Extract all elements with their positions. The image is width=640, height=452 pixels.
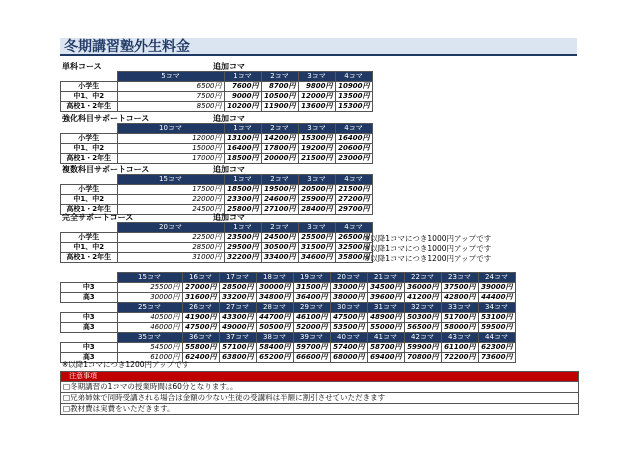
header-cell: 34コマ <box>478 303 515 313</box>
row-label: 高校1・2年生 <box>61 205 118 215</box>
price-cell: 40500円 <box>117 313 182 323</box>
blank-cell <box>61 273 118 283</box>
price-cell: 59900円 <box>404 343 441 353</box>
price-cell: 34500円 <box>367 283 404 293</box>
row-label: 中3 <box>61 313 118 323</box>
price-cell: 29700円 <box>335 205 372 215</box>
header-cell: 24コマ <box>478 273 515 283</box>
header-cell: 39コマ <box>293 333 330 343</box>
price-cell: 72200円 <box>441 353 478 363</box>
price-cell: 62300円 <box>478 343 515 353</box>
price-cell: 42800円 <box>441 293 478 303</box>
price-cell: 35800円 <box>335 253 372 263</box>
header-cell: 2コマ <box>261 124 298 134</box>
header-cell: 40コマ <box>330 333 367 343</box>
price-cell: 44700円 <box>256 313 293 323</box>
price-cell: 70800円 <box>404 353 441 363</box>
header-cell: 36コマ <box>182 333 219 343</box>
header-cell: 4コマ <box>335 72 372 82</box>
header-cell: 2コマ <box>261 175 298 185</box>
header-cell: 3コマ <box>298 124 335 134</box>
row-label: 高3 <box>61 293 118 303</box>
price-cell: 31500円 <box>298 243 335 253</box>
price-cell: 10200円 <box>224 102 261 112</box>
extra-label-1: 追加コマ <box>213 62 245 71</box>
header-cell: 42コマ <box>404 333 441 343</box>
price-cell: 33000円 <box>330 283 367 293</box>
price-cell: 51700円 <box>441 313 478 323</box>
price-cell: 33200円 <box>219 293 256 303</box>
multi-course-table <box>60 174 373 215</box>
price-cell: 16400円 <box>335 134 372 144</box>
price-cell: 58400円 <box>256 343 293 353</box>
row-label: 中1、中2 <box>61 92 118 102</box>
price-cell: 73600円 <box>478 353 515 363</box>
header-cell: 4コマ <box>335 124 372 134</box>
price-cell: 12000円 <box>298 92 335 102</box>
row-label: 高校1・2年生 <box>61 253 118 263</box>
price-cell: 28500円 <box>219 283 256 293</box>
price-cell: 13600円 <box>298 102 335 112</box>
price-cell: 20500円 <box>298 185 335 195</box>
price-cell: 44400円 <box>478 293 515 303</box>
price-cell: 10500円 <box>261 92 298 102</box>
header-cell: 20コマ <box>330 273 367 283</box>
price-cell: 19200円 <box>298 144 335 154</box>
single-course-table <box>60 71 373 112</box>
header-cell: 21コマ <box>367 273 404 283</box>
header-cell: 4コマ <box>335 175 372 185</box>
price-cell: 47500円 <box>182 323 219 333</box>
header-cell: 29コマ <box>293 303 330 313</box>
price-cell: 20000円 <box>261 154 298 164</box>
row-label: 高校1・2年生 <box>61 154 118 164</box>
row-label: 中1、中2 <box>61 144 118 154</box>
price-cell: 36000円 <box>404 283 441 293</box>
header-cell: 17コマ <box>219 273 256 283</box>
price-cell: 31600円 <box>182 293 219 303</box>
price-cell: 7600円 <box>224 82 261 92</box>
header-cell: 38コマ <box>256 333 293 343</box>
price-cell: 39600円 <box>367 293 404 303</box>
price-cell: 12000円 <box>117 134 224 144</box>
header-cell: 31コマ <box>367 303 404 313</box>
price-cell: 23000円 <box>335 154 372 164</box>
price-cell: 14200円 <box>261 134 298 144</box>
price-cell: 61000円 <box>117 353 182 363</box>
caution-item: □教材費は実費をいただきます。 <box>61 403 578 414</box>
price-cell: 25800円 <box>224 205 261 215</box>
price-cell: 23300円 <box>224 195 261 205</box>
header-cell: 3コマ <box>298 175 335 185</box>
price-cell: 34600円 <box>298 253 335 263</box>
header-cell: 4コマ <box>335 223 372 233</box>
caution-item: □冬期講習の1コマの授業時間は60分となります。。 <box>61 381 578 392</box>
header-cell: 15コマ <box>117 273 182 283</box>
price-cell: 46000円 <box>117 323 182 333</box>
price-cell: 28400円 <box>298 205 335 215</box>
header-cell: 5コマ <box>117 72 224 82</box>
price-cell: 43300円 <box>219 313 256 323</box>
price-cell: 11900円 <box>261 102 298 112</box>
price-cell: 53500円 <box>330 323 367 333</box>
price-cell: 25500円 <box>298 233 335 243</box>
header-cell: 26コマ <box>182 303 219 313</box>
row-label: 小学生 <box>61 82 118 92</box>
row-label: 中3 <box>61 283 118 293</box>
price-cell: 62400円 <box>182 353 219 363</box>
price-cell: 55000円 <box>367 323 404 333</box>
price-cell: 57400円 <box>330 343 367 353</box>
header-cell: 37コマ <box>219 333 256 343</box>
header-cell: 1コマ <box>224 124 261 134</box>
header-cell: 18コマ <box>256 273 293 283</box>
header-cell: 23コマ <box>441 273 478 283</box>
strength-course-title: 強化科目サポートコース <box>62 114 150 123</box>
header-cell: 3コマ <box>298 223 335 233</box>
price-cell: 16400円 <box>224 144 261 154</box>
price-cell: 33400円 <box>261 253 298 263</box>
price-cell: 7500円 <box>117 92 224 102</box>
header-cell: 35コマ <box>117 333 182 343</box>
header-cell: 20コマ <box>117 223 224 233</box>
price-cell: 24500円 <box>117 205 224 215</box>
price-cell: 38000円 <box>330 293 367 303</box>
price-cell: 17000円 <box>117 154 224 164</box>
full-course-table <box>60 222 373 263</box>
price-cell: 27000円 <box>182 283 219 293</box>
price-cell: 34800円 <box>256 293 293 303</box>
price-cell: 39000円 <box>478 283 515 293</box>
price-cell: 10900円 <box>335 82 372 92</box>
header-cell: 41コマ <box>367 333 404 343</box>
blank-cell <box>61 303 118 313</box>
price-cell: 59500円 <box>478 323 515 333</box>
header-cell: 10コマ <box>117 124 224 134</box>
price-cell: 56500円 <box>404 323 441 333</box>
price-cell: 13500円 <box>335 92 372 102</box>
header-cell: 22コマ <box>404 273 441 283</box>
single-course-title: 単科コース <box>62 62 102 71</box>
price-cell: 22000円 <box>117 195 224 205</box>
extra-label-4: 追加コマ <box>213 213 245 222</box>
price-cell: 69400円 <box>367 353 404 363</box>
price-cell: 58700円 <box>367 343 404 353</box>
price-cell: 9000円 <box>224 92 261 102</box>
caution-heading: 注意事項 <box>61 372 578 381</box>
row-label: 高校1・2年生 <box>61 102 118 112</box>
header-cell: 32コマ <box>404 303 441 313</box>
price-cell: 30000円 <box>117 293 182 303</box>
price-cell: 59700円 <box>293 343 330 353</box>
row-label: 小学生 <box>61 185 118 195</box>
header-cell: 27コマ <box>219 303 256 313</box>
price-cell: 31500円 <box>293 283 330 293</box>
price-cell: 66600円 <box>293 353 330 363</box>
caution-item: □兄弟姉妹で同時受講される場合は金額の少ない生徒の受講料は半額に割引させていただきます <box>61 392 578 403</box>
price-cell: 46100円 <box>293 313 330 323</box>
price-cell: 19500円 <box>261 185 298 195</box>
price-cell: 61100円 <box>441 343 478 353</box>
price-cell: 26500円 <box>335 233 372 243</box>
price-cell: 25900円 <box>298 195 335 205</box>
price-cell: 48900円 <box>367 313 404 323</box>
price-cell: 28500円 <box>117 243 224 253</box>
price-cell: 25500円 <box>117 283 182 293</box>
price-cell: 27200円 <box>335 195 372 205</box>
header-cell: 2コマ <box>261 72 298 82</box>
header-cell: 15コマ <box>117 175 224 185</box>
price-cell: 17500円 <box>117 185 224 195</box>
row-label: 小学生 <box>61 134 118 144</box>
header-cell: 30コマ <box>330 303 367 313</box>
row-label: 中1、中2 <box>61 195 118 205</box>
header-cell: 19コマ <box>293 273 330 283</box>
price-cell: 50300円 <box>404 313 441 323</box>
price-cell: 24600円 <box>261 195 298 205</box>
price-cell: 55800円 <box>182 343 219 353</box>
header-cell: 2コマ <box>261 223 298 233</box>
blank-cell <box>61 333 118 343</box>
strength-course-table <box>60 123 373 164</box>
price-cell: 41200円 <box>404 293 441 303</box>
header-cell: 25コマ <box>117 303 182 313</box>
price-cell: 32200円 <box>224 253 261 263</box>
surcharge-note: ※以降1コマにつき1000円アップです <box>364 244 492 253</box>
page-title: 冬期講習塾外生料金 <box>60 38 577 56</box>
extra-label-2: 追加コマ <box>213 114 245 123</box>
price-cell: 27100円 <box>261 205 298 215</box>
price-cell: 24500円 <box>261 233 298 243</box>
price-cell: 15000円 <box>117 144 224 154</box>
header-cell: 1コマ <box>224 223 261 233</box>
header-cell: 1コマ <box>224 175 261 185</box>
header-cell: 28コマ <box>256 303 293 313</box>
price-cell: 29500円 <box>224 243 261 253</box>
price-cell: 58000円 <box>441 323 478 333</box>
price-cell: 52000円 <box>293 323 330 333</box>
price-cell: 18500円 <box>224 185 261 195</box>
price-cell: 37500円 <box>441 283 478 293</box>
surcharge-note: ※以降1コマにつき1200円アップです <box>364 254 492 263</box>
price-cell: 31000円 <box>117 253 224 263</box>
price-cell: 30000円 <box>256 283 293 293</box>
price-cell: 8700円 <box>261 82 298 92</box>
price-cell: 53100円 <box>478 313 515 323</box>
row-label: 高3 <box>61 353 118 363</box>
price-cell: 17800円 <box>261 144 298 154</box>
row-label: 高3 <box>61 323 118 333</box>
price-cell: 21500円 <box>335 185 372 195</box>
extra-label-3: 追加コマ <box>213 165 245 174</box>
price-cell: 41900円 <box>182 313 219 323</box>
header-cell: 16コマ <box>182 273 219 283</box>
grade-3-price-table <box>60 272 516 363</box>
row-label: 小学生 <box>61 233 118 243</box>
price-cell: 54500円 <box>117 343 182 353</box>
price-cell: 13100円 <box>224 134 261 144</box>
price-cell: 47500円 <box>330 313 367 323</box>
price-cell: 30500円 <box>261 243 298 253</box>
price-cell: 68000円 <box>330 353 367 363</box>
header-cell: 43コマ <box>441 333 478 343</box>
price-cell: 8500円 <box>117 102 224 112</box>
header-cell: 3コマ <box>298 72 335 82</box>
price-cell: 15300円 <box>335 102 372 112</box>
price-cell: 49000円 <box>219 323 256 333</box>
header-cell: 33コマ <box>441 303 478 313</box>
price-cell: 63800円 <box>219 353 256 363</box>
header-cell: 1コマ <box>224 72 261 82</box>
full-course-title: 完全サポートコース <box>62 213 134 222</box>
multi-course-title: 複数科目サポートコース <box>62 165 150 174</box>
price-cell: 21500円 <box>298 154 335 164</box>
price-cell: 9800円 <box>298 82 335 92</box>
price-cell: 23500円 <box>224 233 261 243</box>
price-cell: 15300円 <box>298 134 335 144</box>
row-label: 中3 <box>61 343 118 353</box>
surcharge-note: ※以降1コマにつき1000円アップです <box>364 234 492 243</box>
price-cell: 22500円 <box>117 233 224 243</box>
price-cell: 36400円 <box>293 293 330 303</box>
grade-3-surcharge-note: ※以降1コマにつき1200円アップです <box>62 360 190 369</box>
caution-box <box>60 371 579 415</box>
price-cell: 50500円 <box>256 323 293 333</box>
price-cell: 57100円 <box>219 343 256 353</box>
header-cell: 44コマ <box>478 333 515 343</box>
price-cell: 6500円 <box>117 82 224 92</box>
price-cell: 32500円 <box>335 243 372 253</box>
row-label: 中1、中2 <box>61 243 118 253</box>
price-cell: 65200円 <box>256 353 293 363</box>
price-cell: 18500円 <box>224 154 261 164</box>
price-cell: 20600円 <box>335 144 372 154</box>
